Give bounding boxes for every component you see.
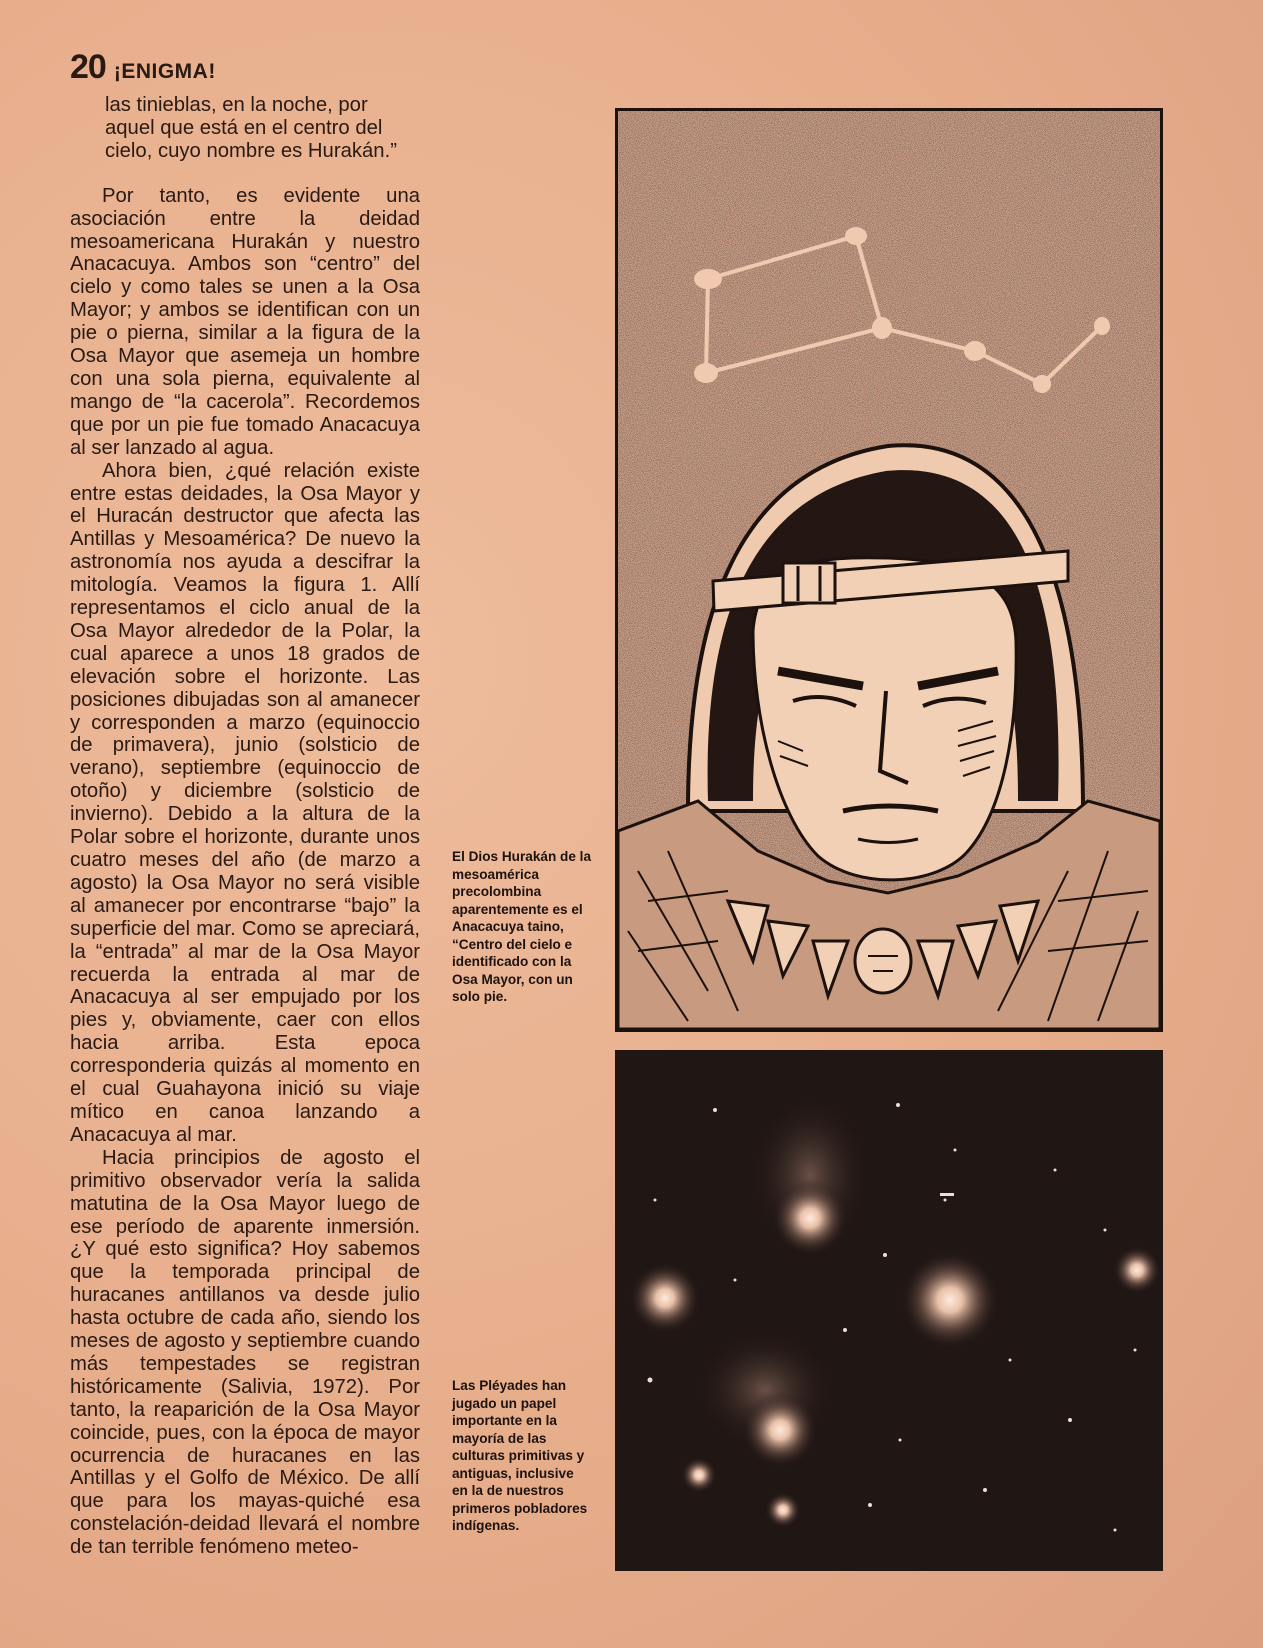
quote-paragraph: las tinieblas, en la noche, por aquel que está en el centro del cielo, cuyo nombre es Hurakán.” (105, 94, 397, 162)
paragraph-3: Hacia principios de agosto el primitivo observador vería la salida matutina de la Osa Mayor luego de ese período de aparente inmersión. ¿Y qué esto significa? Hoy sabemos que la temporada principal de huracanes antillanos va desde julio hasta octubre de cada año, siendo los meses de agosto y septiembre cuando más tempestades se registran históricamente (Salivia, 1972). Por tanto, la reaparición de la Osa Mayor coincide, pues, con la época de mayor ocurrencia de huracanes en las Antillas y el Golfo de México. De allí que para los mayas-quiché esa constelación-deidad llevará el nombre de tan terrible fenómeno meteo- (70, 1146, 420, 1559)
hurakan-caption: El Dios Hurakán de la mesoamérica precolombina aparentemente es el Anacacuya taino, “Centro del cielo e identificado con la Osa Mayor, con un solo pie. (452, 849, 592, 1004)
pleyades-caption: Las Pléyades han jugado un papel importante en la mayoría de las culturas primitivas y antiguas, inclusive en la de nuestros primeros pobladores indígenas. (452, 1378, 588, 1533)
paragraph-1: Por tanto, es evidente una asociación entre la deidad mesoamericana Hurakán y nuestro Anacacuya. Ambos son “centro” del cielo y como tales se unen a la Osa Mayor; y ambos se identifican con un pie o pierna, similar a la figura de la Osa Mayor que asemeja un hombre con una sola pierna, equivalente al mango de “la cacerola”. Recordemos que por un pie fue tomado Anacacuya al ser lanzado al agua. (70, 184, 420, 459)
pleiades-starfield (615, 1050, 1163, 1571)
hurakan-drawing (618, 111, 1160, 1029)
page-number: 20 (70, 48, 106, 86)
paragraph-2: Ahora bien, ¿qué relación existe entre estas deidades, la Osa Mayor y el Huracán destructor que afecta las Antillas y Mesoamérica? De nuevo la astronomía nos ayuda a descifrar la mitología. Veamos la figura 1. Allí representamos el ciclo anual de la Osa Mayor alrededor de la Polar, la cual aparece a unos 18 grados de elevación sobre el horizonte. Las posiciones dibujadas son al amanecer y corresponden a marzo (equinoccio de primavera), junio (solsticio de verano), septiembre (equinoccio de otoño) y diciembre (solsticio de invierno). Debido a la altura de la Polar sobre el horizonte, durante unos cuatro meses del año (de marzo a agosto) la Osa Mayor no será visible al amanecer por encontrarse “bajo” la superficie del mar. Como se apreciará, la “entrada” al mar de la Osa Mayor recuerda la entrada al mar de Anacacuya al ser empujado por los pies y, obviamente, caer con ellos hacia arriba. Esta epoca corresponderia quizás al momento en el cual Guahayona inició su viaje mítico en canoa lanzando a Anacacuya al mar. (70, 459, 420, 1146)
article-body (70, 94, 420, 1559)
hurakan-illustration (615, 108, 1163, 1032)
pleiades-photo (615, 1050, 1163, 1571)
magazine-title: ¡ENIGMA! (113, 60, 216, 83)
page-header (70, 48, 216, 87)
